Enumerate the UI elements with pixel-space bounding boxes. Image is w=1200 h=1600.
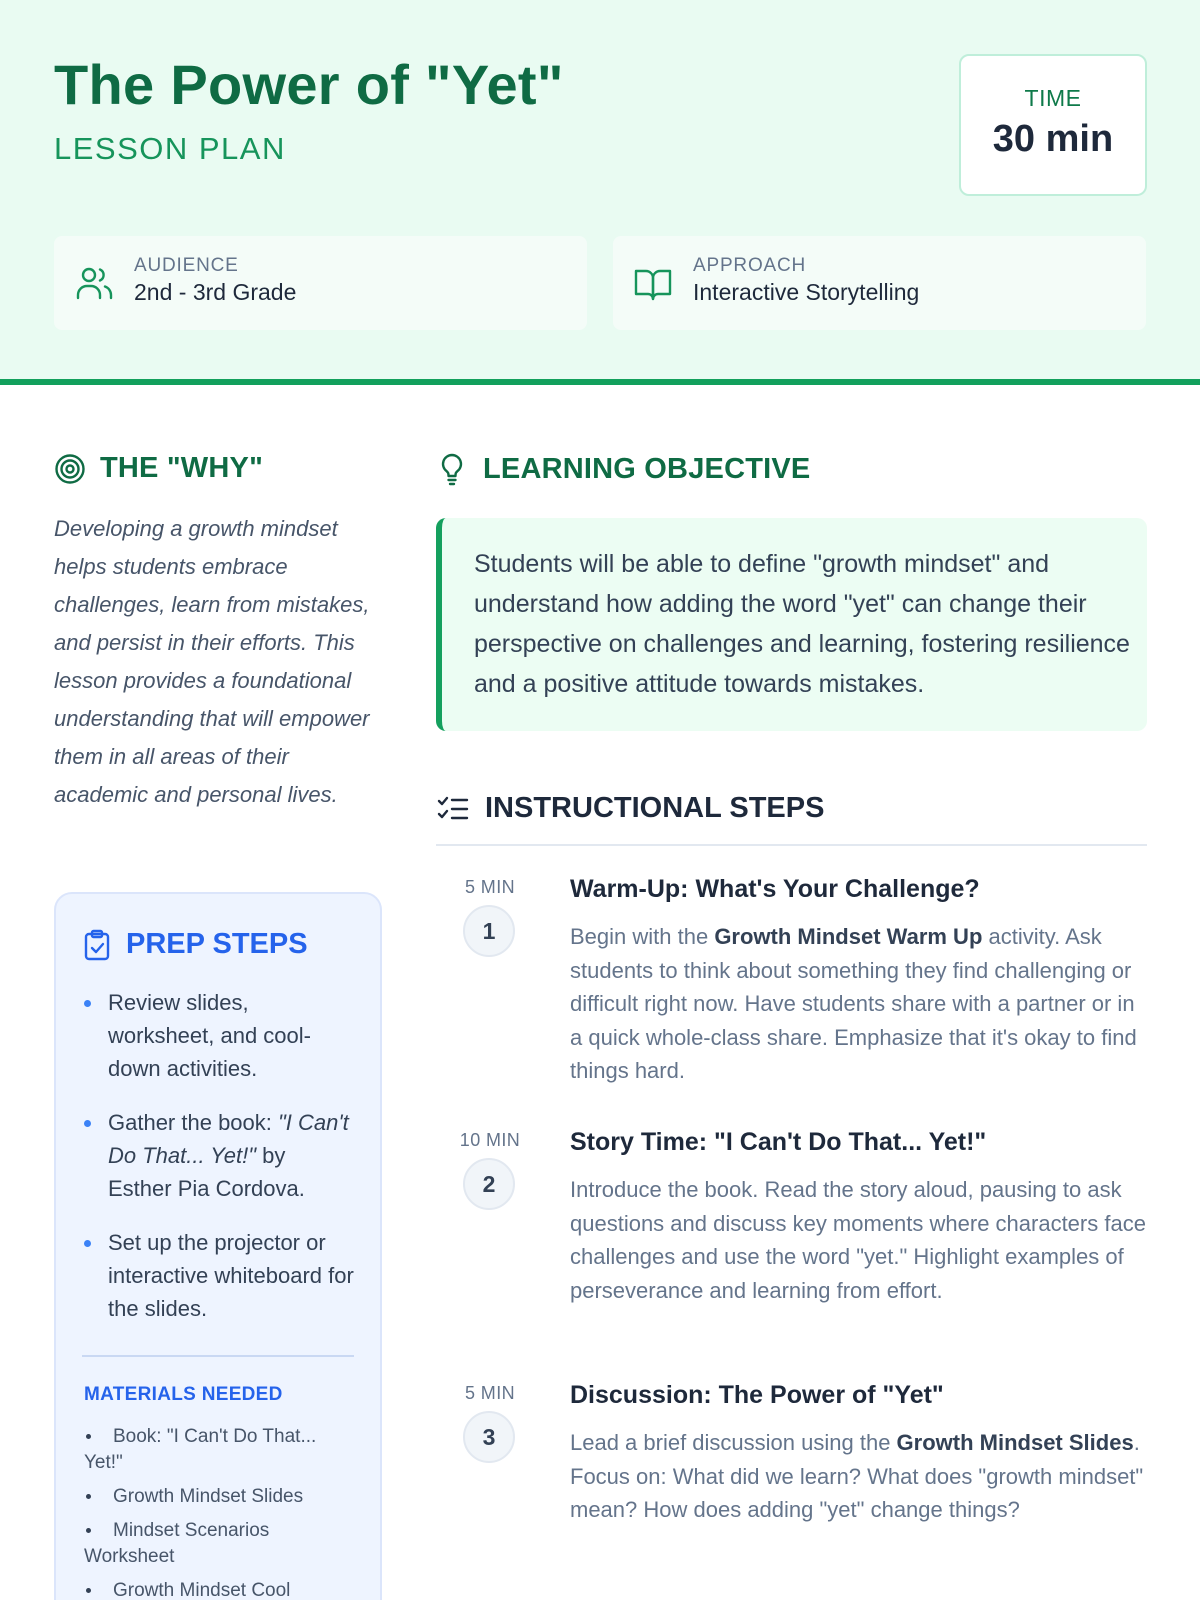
why-heading: [54, 452, 263, 485]
step-text: . Focus on: What did we learn? What does "growth mindset" mean? How does adding "yet" change things?: [570, 1430, 1144, 1522]
step-number: 3: [463, 1411, 515, 1463]
material-item: [84, 1518, 354, 1570]
audience-value: 2nd - 3rd Grade: [134, 279, 297, 305]
material-text: Book: "I Can't Do That... Yet!": [84, 1426, 317, 1473]
time-card: [959, 54, 1147, 196]
prep-item: Set up the projector or interactive whiteboard for the slides.: [84, 1226, 354, 1325]
divider: [82, 1355, 354, 1357]
prep-item-text: Gather the book:: [108, 1110, 278, 1135]
material-text: Growth Mindset Slides: [113, 1486, 304, 1507]
prep-panel: [54, 892, 382, 1600]
step-text: Lead a brief discussion using the: [570, 1430, 897, 1455]
step-title: Warm-Up: What's Your Challenge?: [570, 875, 980, 903]
approach-value: Interactive Storytelling: [693, 279, 920, 305]
steps-title: INSTRUCTIONAL STEPS: [485, 792, 825, 824]
step-number: 2: [463, 1158, 515, 1210]
prep-book-title: "I Can't Do That... Yet!": [108, 1110, 349, 1168]
prep-list: [84, 986, 354, 1346]
step-title: Discussion: The Power of "Yet": [570, 1381, 944, 1409]
bullet: [86, 1434, 91, 1439]
lightbulb-icon: [437, 452, 467, 486]
step-description: Introduce the book. Read the story aloud, pausing to ask questions and discuss key moments where characters face challenges and use the word "yet." Highlight examples of perseverance and learning from effort.: [570, 1177, 1146, 1303]
materials-title: MATERIALS NEEDED: [84, 1384, 283, 1405]
time-value: 30 min: [992, 118, 1114, 160]
material-item: [84, 1424, 354, 1476]
why-title: THE "WHY": [100, 452, 264, 484]
step-duration: 10 MIN: [459, 1130, 521, 1150]
prep-item-text: by Esther Pia Cordova.: [108, 1143, 305, 1201]
list-checks-icon: [437, 795, 469, 823]
prep-title: PREP STEPS: [126, 928, 308, 960]
approach-card: [613, 236, 1146, 330]
step-duration: 5 MIN: [464, 1383, 515, 1403]
step-description: [570, 1426, 1150, 1527]
why-text: Developing a growth mindset helps students embrace challenges, learn from mistakes, and persist in their efforts. This lesson provides a foundational understanding that will empower them in all areas of their academic and personal lives.: [54, 516, 370, 807]
prep-item: [84, 1106, 354, 1205]
bullet: [86, 1494, 91, 1499]
materials-list: [84, 1424, 354, 1600]
users-icon: [74, 264, 114, 304]
audience-card: [54, 236, 587, 330]
step-title: Story Time: "I Can't Do That... Yet!": [570, 1128, 987, 1156]
objective-box: [436, 518, 1147, 731]
material-text: Growth Mindset Cool: [113, 1580, 291, 1600]
time-label: TIME: [1024, 85, 1082, 111]
step-resource: Growth Mindset Warm Up: [714, 924, 983, 949]
objective-title: LEARNING OBJECTIVE: [483, 452, 811, 485]
material-item: [84, 1578, 354, 1600]
step-number: 1: [463, 905, 515, 957]
step-text: Begin with the: [570, 924, 715, 949]
step-resource: Growth Mindset Slides: [896, 1430, 1134, 1455]
book-open-icon: [633, 264, 673, 304]
step-text: activity. Ask students to think about something they find challenging or difficult right now. Have students share with a partner or in a quick whole-class share. Emphasize that it's okay to find things hard.: [570, 924, 1137, 1083]
divider: [436, 844, 1147, 846]
clipboard-check-icon: [82, 929, 112, 961]
step-description: [570, 920, 1150, 1088]
lesson-header: [0, 0, 1200, 385]
page-subtitle: LESSON PLAN: [54, 131, 286, 166]
prep-heading: [82, 928, 308, 961]
prep-item: Review slides, worksheet, and cool-down activities.: [84, 986, 354, 1085]
audience-label: AUDIENCE: [134, 255, 239, 276]
target-icon: [54, 453, 86, 485]
bullet: [86, 1588, 91, 1593]
material-text: Mindset Scenarios Worksheet: [84, 1520, 270, 1567]
objective-heading: [437, 452, 810, 486]
page-title: The Power of "Yet": [54, 53, 564, 116]
step-duration: 5 MIN: [464, 877, 515, 897]
bullet: [86, 1528, 91, 1533]
material-item: [84, 1484, 354, 1510]
objective-text: Students will be able to define "growth mindset" and understand how adding the word "yet" can change their perspective on challenges and learning, fostering resilience and a positive attitude towards mistakes.: [474, 550, 1130, 698]
steps-heading: [437, 792, 824, 825]
approach-label: APPROACH: [693, 255, 807, 276]
